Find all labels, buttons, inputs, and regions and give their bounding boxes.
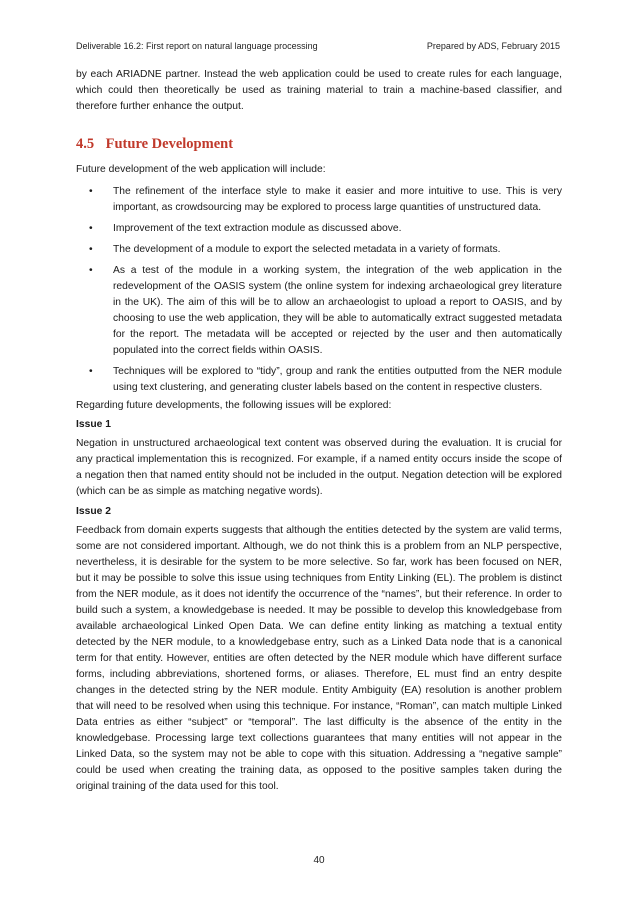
issue-2-text: Feedback from domain experts suggests that although the entities detected by the system are valid terms, some are not considered important. Although, we do not think this is a problem from an NLP perspective, nevertheless, it is desirable for the system to be more selective. So far, work has been focused on NER, but it may be possible to solve this issue using techniques from Entity Linking (EL). The problem is distinct from the NER module, as it does not identify the occurrence of the “names”, but their reference. In order to build such a system, a knowledgebase is needed. It may be possible to develop this knowledgebase from available archaeological Linked Open Data. We can define entity linking as matching a textual entity detected by the NER module, to a knowledgebase entry, such as a Linked Data node that is a canonical term for that entity. However, entities are often detected by the NER module which have different surface forms, including abbreviations, shortened forms, or aliases. Therefore, EL must find an entry despite changes in the detected string by the NER module. Entity Ambiguity (EA) resolution is another problem that will need to be resolved when using this technique. For instance, “Roman”, can match multiple Linked Data entries as either “subject” or “temporal”. The last difficulty is the absence of the entity in the knowledgebase. Processing large text collections guarantees that many entities will not appear in the Linked Data, so the system may not be able to cope with this situation. Addressing a “negative sample” could be used when creating the training data, as opposed to the positive samples taken during the original training of the data used for this tool. (76, 525, 562, 792)
list-item (76, 263, 562, 359)
section-title: Future Development (105, 136, 234, 152)
intro-paragraph: by each ARIADNE partner. Instead the web application could be used to create rules for each language, which could then theoretically be used as training material to train a machine-based classifier, and therefore further enhance the output. (76, 69, 562, 112)
list-item-text: Techniques will be explored to “tidy”, group and rank the entities outputted from the NER module using text clustering, and generating cluster labels based on the content in respective clusters. (113, 366, 562, 393)
bullet-icon: • (89, 265, 93, 276)
bullet-icon: • (89, 186, 93, 197)
header-right: Prepared by ADS, February 2015 (426, 41, 560, 51)
issue-1-heading: Issue 1 (76, 419, 111, 430)
list-item (76, 184, 562, 216)
bullet-icon: • (89, 244, 93, 255)
list-item (76, 221, 562, 237)
bullet-icon: • (89, 223, 93, 234)
page-header (76, 41, 560, 51)
section-number: 4.5 (76, 136, 95, 152)
lead-paragraph: Future development of the web application will include: (76, 164, 326, 175)
list-item (76, 364, 562, 396)
list-item-text: The refinement of the interface style to make it easier and more intuitive to use. This is very important, as crowdsourcing may be explored to process large quantities of unstructured data. (113, 186, 562, 213)
section-heading (76, 134, 562, 154)
issue-1-text: Negation in unstructured archaeological text content was observed during the evaluation. It is crucial for any practical implementation this is recognized. For example, if a named entity occurs inside the scope of a negation then that named entity should not be included in the output. Negation detection will be explored (which can be as simple as matching negative words). (76, 438, 562, 497)
after-list-paragraph: Regarding future developments, the following issues will be explored: (76, 400, 392, 411)
page-number: 40 (313, 855, 325, 866)
header-left: Deliverable 16.2: First report on natural language processing (76, 41, 318, 51)
feature-list (76, 184, 562, 396)
bullet-icon: • (89, 366, 93, 377)
list-item-text: The development of a module to export the selected metadata in a variety of formats. (113, 244, 501, 255)
list-item-text: As a test of the module in a working system, the integration of the web application in the redevelopment of the OASIS system (the online system for indexing archaeological grey literature in the UK). The aim of this will be to allow an archaeologist to upload a report to OASIS, and by choosing to use the web application, they will be able to automatically extract suggested metadata for the report. The metadata will be accepted or rejected by the user and then automatically populated into the correct fields within OASIS. (113, 265, 562, 356)
document-body (76, 67, 562, 799)
list-item-text: Improvement of the text extraction module as discussed above. (113, 223, 402, 234)
list-item (76, 242, 562, 258)
issue-2-heading: Issue 2 (76, 506, 111, 517)
